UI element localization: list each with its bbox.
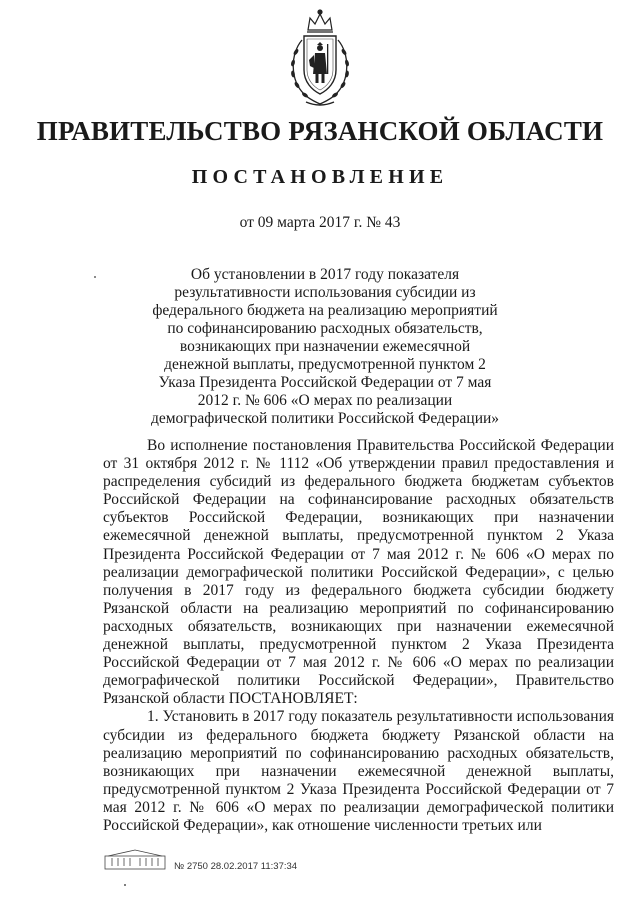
document-body <box>103 437 614 835</box>
item-1-paragraph: 1. Установить в 2017 году показатель результативности использования субсидии из федерального бюджета бюджету Рязанской области на реализацию мероприятий по софинансированию расходных обязательств, возникающих при назначении ежемесячной денежной выплаты, предусмотренной пунктом 2 Указа Президента Российской Федерации от 7 мая 2012 г. № 606 «О мерах по реализации демографической политики Российской Федерации», как отношение численности третьих или <box>103 708 614 834</box>
document-date-number: от 09 марта 2017 г. № 43 <box>239 214 401 231</box>
registry-stamp-icon <box>104 848 166 870</box>
document-type: ПОСТАНОВЛЕНИЕ <box>191 166 449 188</box>
document-subject: Об установлении в 2017 году показателя результативности использования субсидии из федерального бюджета на реализацию мероприятий по софинансированию расходных обязательств, возникающих при назначении ежемесячной денежной выплаты, предусмотренной пунктом 2 Указа Президента Российской Федерации от 7 мая 2012 г. № 606 «О мерах по реализации демографической политики Российской Федерации» <box>150 266 500 427</box>
scan-dot <box>124 884 126 886</box>
preamble-paragraph: Во исполнение постановления Правительства Российской Федерации от 31 октября 2012 г. № 1112 «Об утверждении правил предоставления и распределения субсидий из федерального бюджета бюджетам субъектов Российской Федерации на софинансирование расходных обязательств субъектов Российской Федерации, возникающих при назначении ежемесячной денежной выплаты, предусмотренной пунктом 2 Указа Президента Российской Федерации от 7 мая 2012 г. № 606 «О мерах по реализации демографической политики Российской Федерации», с целью получения в 2017 году из федерального бюджета субсидии бюджету Рязанской области на реализацию мероприятий по софинансированию расходных обязательств, возникающих при назначении ежемесячной денежной выплаты, предусмотренной пунктом 2 Указа Президента Российской Федерации от 7 мая 2012 г. № 606 «О мерах по реализации демографической политики Российской Федерации», Правительство Рязанской области ПОСТАНОВЛЯЕТ: <box>103 437 614 708</box>
government-name: ПРАВИТЕЛЬСТВО РЯЗАНСКОЙ ОБЛАСТИ <box>36 116 604 146</box>
coat-of-arms-emblem <box>284 8 356 112</box>
registry-number: № 2750 28.02.2017 11:37:34 <box>174 861 298 872</box>
scan-dot <box>94 276 96 278</box>
